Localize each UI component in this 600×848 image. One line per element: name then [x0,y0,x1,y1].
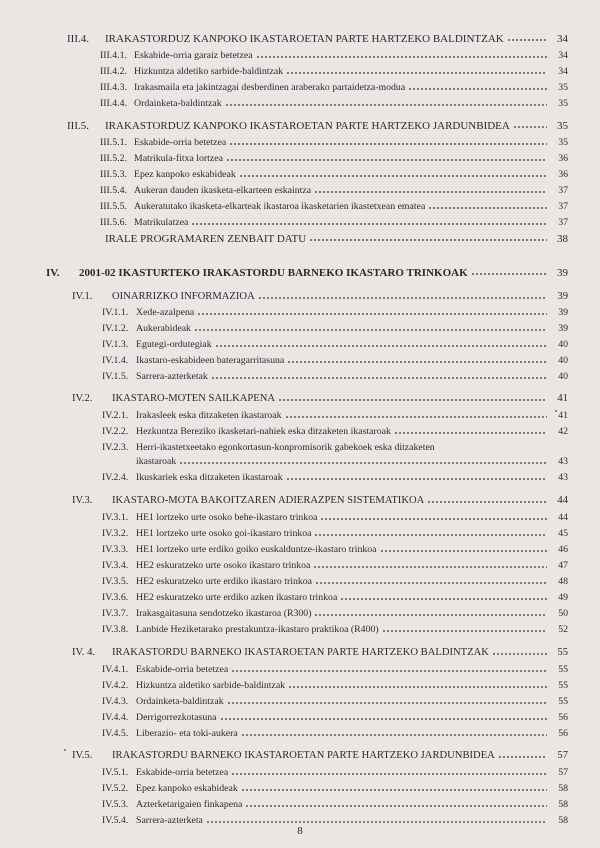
toc-entry[interactable] [72,749,568,763]
toc-entry-page: 37 [558,217,568,228]
toc-entry-title: IRAKASTORDU BARNEKO IKASTAROETAN PARTE HARTZEKO JARDUNBIDEA [112,750,495,761]
toc-entry-number: IV.4.3. [102,696,129,707]
dot-leader [220,716,547,722]
dot-leader [191,221,547,227]
toc-entry-title: IKASTARO-MOTA BAKOITZAREN ADIERAZPEN SISTEMATIKOA [112,495,425,506]
toc-entry-title: Aukeratutako ikasketa-elkarteak ikastaroa ikasketarien ikastetxean ematea [134,201,426,212]
toc-entry[interactable] [102,727,568,741]
dot-leader [309,237,547,243]
toc-entry-title: Aukerabideak [136,323,191,334]
toc-entry-page: 35 [557,120,568,132]
toc-entry-number: IV.2.4. [102,472,129,483]
toc-entry-number: IV. [46,267,60,279]
toc-entry[interactable] [102,695,568,709]
toc-entry[interactable] [102,425,568,439]
toc-entry[interactable] [100,65,568,79]
toc-entry-page: 40 [558,355,568,366]
toc-entry[interactable] [102,543,568,557]
toc-entry-title: Irakasmaila eta jakintzagai desberdinen araberako partaidetza-modua [134,82,406,93]
dot-leader [179,460,547,466]
toc-entry[interactable] [100,216,568,230]
toc-entry-number: III.5.2. [100,153,127,164]
dot-leader [492,651,547,657]
toc-entry[interactable] [102,623,568,637]
dot-leader [314,189,547,195]
toc-entry-title: Lanbide Heziketarako prestakuntza-ikastaro praktikoa (R400) [136,624,379,635]
toc-entry-title: Liberazio- eta toki-aukera [136,728,238,739]
toc-entry-number: IV.1.5. [102,371,129,382]
dot-leader [287,359,547,365]
toc-entry-page: 39 [557,291,568,302]
toc-entry[interactable] [102,471,568,485]
toc-entry[interactable] [100,184,568,198]
toc-entry-number: III.5.4. [100,185,127,196]
toc-entry-page: 43 [558,456,568,467]
dot-leader [225,102,547,108]
dot-leader [241,732,547,738]
toc-entry-number: III.5.3. [100,169,127,180]
toc-entry[interactable] [102,409,568,423]
toc-entry-title: Matrikula-fitxa lortzea [134,153,223,164]
toc-entry-title: OINARRIZKO INFORMAZIOA [112,291,255,302]
toc-entry-page: 39 [557,267,568,279]
toc-entry-number: IV.2.1. [102,410,129,421]
page-number: 8 [297,825,303,837]
dot-leader [215,343,547,349]
toc-entry-page: 41 [557,393,568,404]
toc-entry-title: Ordainketa-baldintzak [134,98,222,109]
toc-entry-page: 39 [558,307,568,318]
toc-entry-page: 40 [558,371,568,382]
dot-leader [315,580,547,586]
toc-entry-number: IV.3.5. [102,576,129,587]
dot-leader [313,564,547,570]
toc-entry-title: HE2 eskuratzeko urte erdiko ikastaro trinkoa [136,576,313,587]
toc-entry-number: IV.3.2. [102,528,129,539]
toc-entry-title: Ordainketa-baldintzak [136,696,224,707]
toc-entry-number: III.4.4. [100,98,127,109]
toc-entry-page: 44 [558,512,568,523]
dot-leader [340,596,547,602]
toc-entry-page: 39 [558,323,568,334]
toc-entry-number: IV.1.2. [102,323,129,334]
toc-entry[interactable] [102,559,568,573]
scan-speck [64,749,66,751]
toc-entry-title: HE1 lortzeko urte osoko behe-ikastaro trinkoa [136,512,318,523]
toc-entry[interactable] [100,81,568,95]
toc-entry[interactable] [102,441,568,455]
toc-entry-page: 42 [558,426,568,437]
toc-entry-title: Matrikulatzea [134,217,189,228]
dot-leader [408,86,547,92]
toc-entry-title: HE1 lortzeko urte osoko goi-ikastaro trinkoa [136,528,312,539]
toc-entry-title: Eskabide-orria betetzea [134,137,227,148]
toc-entry-page: 49 [558,592,568,603]
toc-entry[interactable] [67,119,568,133]
toc-entry-title: HE2 eskuratzeko urte erdiko azken ikastaro trinkoa [136,592,338,603]
toc-entry[interactable] [72,290,568,304]
toc-entry[interactable] [105,232,568,246]
toc-entry[interactable] [102,798,568,812]
dot-leader [380,548,548,554]
toc-entry[interactable] [100,49,568,63]
toc-entry-page: 56 [558,712,568,723]
toc-entry-number: IV.3. [72,495,93,506]
toc-entry-title: IRAKASTORDUZ KANPOKO IKASTAROETAN PARTE HARTZEKO JARDUNBIDEA [105,120,510,132]
dot-leader [288,684,547,690]
toc-entry-number: IV. 4. [72,647,96,658]
toc-entry-number: IV.2. [72,393,93,404]
toc-entry-title: Eskabide-orria garaiz betetzea [134,50,253,61]
toc-entry-number: III.5.1. [100,137,127,148]
toc-entry-title: IRALE PROGRAMAREN ZENBAIT DATU [105,233,307,245]
toc-entry-number: IV.3.4. [102,560,129,571]
toc-entry[interactable] [72,646,568,660]
dot-leader [513,124,547,130]
toc-entry-page: 34 [558,66,568,77]
toc-entry-page: 48 [558,576,568,587]
toc-entry-page: 35 [558,82,568,93]
toc-entry-title: Hizkuntza aldetiko sarbide-baldintzak [134,66,284,77]
toc-entry-page: 34 [557,33,568,45]
toc-entry-number: IV.4.2. [102,680,129,691]
toc-entry[interactable] [100,168,568,182]
dot-leader [197,311,547,317]
toc-entry[interactable] [102,354,568,368]
toc-entry-number: IV.3.8. [102,624,129,635]
toc-entry-page: 56 [558,728,568,739]
toc-entry-title: IRAKASTORDUZ KANPOKO IKASTAROETAN PARTE HARTZEKO BALDINTZAK [105,33,504,45]
dot-leader [226,157,547,163]
dot-leader [314,612,547,618]
toc-entry-number: III.4.2. [100,66,127,77]
dot-leader [256,54,547,60]
dot-leader [507,37,547,43]
toc-entry-title: Aukeran dauden ikasketa-elkarteen eskaintza [134,185,312,196]
toc-entry-page: 46 [558,544,568,555]
toc-entry[interactable] [102,782,568,796]
toc-entry[interactable] [100,152,568,166]
toc-entry[interactable] [67,32,568,46]
toc-entry-page: 35 [558,137,568,148]
dot-leader [471,271,547,277]
toc-entry-page: 58 [558,783,568,794]
toc-entry-title: Irakasleek eska ditzaketen ikastaroak [136,410,282,421]
toc-entry-number: IV.1.3. [102,339,129,350]
toc-entry-number: III.4. [67,33,89,45]
toc-entry[interactable] [102,766,568,780]
dot-leader [498,754,547,760]
toc-entry-title: Sarrera-azterketak [136,371,208,382]
dot-leader [229,141,547,147]
toc-entry-title: Hizkuntza aldetiko sarbide-baldintzak [136,680,286,691]
toc-entry-number: IV.5.2. [102,783,129,794]
dot-leader [382,628,547,634]
toc-entry-title: IKASTARO-MOTEN SAILKAPENA [112,393,276,404]
toc-entry-number: IV.5.1. [102,767,129,778]
toc-entry-title: HE2 eskuratzeko urte osoko ikastaro trinkoa [136,560,311,571]
toc-entry-title: Azterketarigaien finkapena [136,799,243,810]
toc-entry-page: 55 [558,664,568,675]
dot-leader [258,295,547,301]
toc-entry-page: 37 [558,185,568,196]
dot-leader [211,375,547,381]
toc-entry-page: 41 [558,410,568,421]
toc-entry-page: 55 [558,680,568,691]
toc-entry-title: Derrigorrezkotasuna [136,712,217,723]
toc-entry[interactable] [72,494,568,508]
toc-entry-title: Eskabide-orria betetzea [136,767,229,778]
toc-entry-number: IV.3.1. [102,512,129,523]
dot-leader [286,476,547,482]
dot-leader [278,397,547,403]
dot-leader [427,499,547,505]
toc-entry-page: 40 [558,339,568,350]
toc-entry[interactable] [102,591,568,605]
dot-leader [245,803,547,809]
toc-entry-page: 36 [558,169,568,180]
toc-entry-page: 55 [558,696,568,707]
toc-entry-page: 36 [558,153,568,164]
toc-entry[interactable] [100,136,568,150]
toc-entry-number: IV.5.3. [102,799,129,810]
toc-entry-page: 45 [558,528,568,539]
toc-entry-page: 52 [558,624,568,635]
toc-entry-title: Egutegi-ordutegiak [136,339,212,350]
toc-entry-number: III.5.6. [100,217,127,228]
toc-entry[interactable] [46,266,568,280]
dot-leader [241,787,547,793]
toc-entry[interactable] [102,575,568,589]
toc-entry-number: IV.3.3. [102,544,129,555]
toc-entry-title: Herri-ikastetxeetako egonkortasun-konpromisorik gabekoek eska ditzaketen [136,442,435,453]
toc-entry[interactable] [102,322,568,336]
toc-entry-page: 50 [558,608,568,619]
dot-leader [285,414,547,420]
toc-entry-number: III.4.1. [100,50,127,61]
toc-entry[interactable] [102,607,568,621]
dot-leader [231,771,547,777]
toc-entry[interactable] [102,306,568,320]
toc-entry-page: 38 [557,233,568,245]
toc-entry[interactable] [102,370,568,384]
scan-speck [555,410,557,412]
toc-entry-number: IV.2.2. [102,426,129,437]
toc-entry-page: 37 [558,201,568,212]
toc-entry[interactable] [102,711,568,725]
toc-entry[interactable] [102,527,568,541]
toc-entry-number: IV.1.1. [102,307,129,318]
toc-entry[interactable] [102,663,568,677]
toc-entry-title: Hezkuntza Bereziko ikasketari-nahiek eska ditzaketen ikastaroak [136,426,391,437]
dot-leader [394,430,547,436]
toc-entry-number: IV.3.7. [102,608,129,619]
toc-entry-page: 35 [558,98,568,109]
toc-entry-page: 58 [558,815,568,826]
toc-entry-number: III.4.3. [100,82,127,93]
toc-entry-number: IV.1. [72,291,93,302]
toc-entry-title: Xede-azalpena [136,307,195,318]
toc-entry-title: 2001-02 IKASTURTEKO IRAKASTORDU BARNEKO IKASTARO TRINKOAK [79,267,468,279]
toc-entry-number: IV.4.4. [102,712,129,723]
toc-entry-number: IV.4.5. [102,728,129,739]
toc-entry-page: 57 [558,767,568,778]
toc-entry-number: IV.5.4. [102,815,129,826]
toc-entry-title: Irakasgaitasuna sendotzeko ikastaroa (R300) [136,608,312,619]
toc-entry-page: 57 [557,750,568,761]
toc-entry-page: 34 [558,50,568,61]
toc-entry-title: HE1 lortzeko urte erdiko goiko euskalduntze-ikastaro trinkoa [136,544,377,555]
dot-leader [286,70,547,76]
toc-entry[interactable] [72,392,568,406]
toc-entry-page: 55 [557,647,568,658]
toc-entry[interactable] [102,511,568,525]
toc-entry-page: 43 [558,472,568,483]
toc-entry[interactable] [100,200,568,214]
toc-entry-title: Sarrera-azterketa [136,815,203,826]
toc-entry-number: IV.3.6. [102,592,129,603]
toc-entry-title: Epez kanpoko eskabideak [134,169,236,180]
dot-leader [428,205,547,211]
dot-leader [231,668,547,674]
toc-entry[interactable] [102,338,568,352]
toc-entry-title: IRAKASTORDU BARNEKO IKASTAROETAN PARTE HARTZEKO BALDINTZAK [112,647,489,658]
toc-entry-page: 58 [558,799,568,810]
toc-entry-title: Epez kanpoko eskabideak [136,783,238,794]
toc-entry-title: Ikastaro-eskabideen bateragarritasuna [136,355,285,366]
toc-entry-number: IV.4.1. [102,664,129,675]
toc-entry-number: III.5.5. [100,201,127,212]
toc-entry-number: IV.5. [72,750,93,761]
toc-entry-number: IV.1.4. [102,355,129,366]
toc-entry-number: III.5. [67,120,89,132]
toc-entry-page: 44 [557,495,568,506]
dot-leader [227,700,547,706]
toc-entry-title: Eskabide-orria betetzea [136,664,229,675]
dot-leader [314,532,547,538]
dot-leader [239,173,547,179]
toc-entry-page: 47 [558,560,568,571]
dot-leader [320,516,547,522]
toc-entry[interactable] [136,455,568,469]
toc-entry-number: IV.2.3. [102,442,129,453]
dot-leader [194,327,547,333]
toc-entry-title: Ikuskariek eska ditzaketen ikastaroak [136,472,283,483]
toc-entry[interactable] [100,97,568,111]
toc-entry[interactable] [102,679,568,693]
toc-entry-title: ikastaroak [136,456,177,467]
